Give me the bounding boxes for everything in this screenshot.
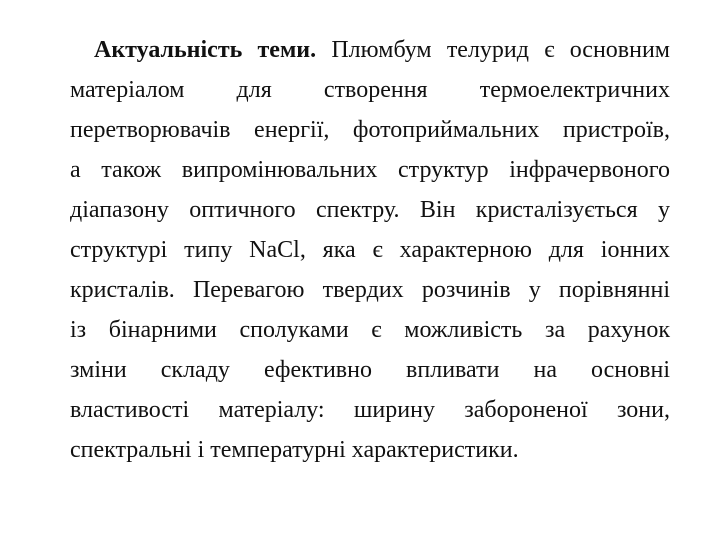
paragraph-line-10: властивості матеріалу: ширину забороненої зони,	[70, 397, 670, 423]
paragraph-line-11: спектральні і температурні характеристики.	[70, 437, 519, 463]
paragraph-line-8: із бінарними сполуками є можливість за рахунок	[70, 317, 670, 343]
section-heading: Актуальність теми.	[94, 37, 317, 63]
paragraph-line-1	[70, 30, 670, 70]
paragraph-line-5: діапазону оптичного спектру. Він кристалізується у	[70, 197, 670, 223]
paragraph-line-2: матеріалом для створення термоелектричних	[70, 77, 670, 103]
paragraph-line-6: структурі типу NaCl, яка є характерною для іонних	[70, 237, 670, 263]
paragraph-line-7: кристалів. Перевагою твердих розчинів у порівнянні	[70, 277, 670, 303]
paragraph-line-9: зміни складу ефективно впливати на основні	[70, 357, 670, 383]
paragraph-line-3: перетворювачів енергії, фотоприймальних пристроїв,	[70, 117, 670, 143]
paragraph-line-4: а також випромінювальних структур інфрачервоного	[70, 157, 670, 183]
document-page	[70, 30, 670, 470]
paragraph-line-1-text: Плюмбум телурид є основним	[316, 37, 670, 63]
